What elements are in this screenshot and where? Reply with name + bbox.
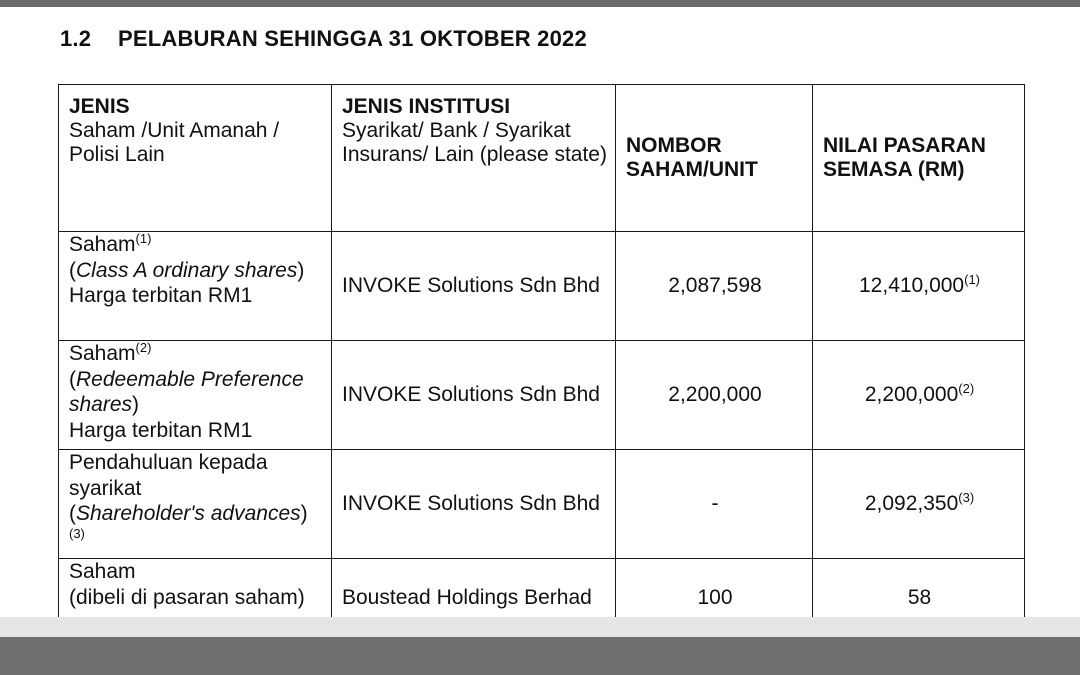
header-nombor-title: NOMBOR SAHAM/UNIT [626, 134, 758, 181]
header-jenis-subtitle: Saham /Unit Amanah / Polisi Lain [69, 119, 280, 166]
nombor-text: 2,087,598 [668, 274, 762, 297]
harga-terbitan: Harga terbitan RM1 [69, 284, 253, 307]
cell-institusi [332, 232, 616, 341]
nilai-text: 2,200,000 [864, 383, 959, 406]
footnote-marker: (1) [964, 272, 980, 287]
footnote-marker: (2) [135, 340, 152, 355]
nombor-text: 100 [697, 586, 733, 609]
header-institusi-subtitle: Syarikat/ Bank / Syarikat Insurans/ Lain (please state) [342, 119, 607, 166]
institusi-text: INVOKE Solutions Sdn Bhd [342, 492, 600, 515]
institusi-text: INVOKE Solutions Sdn Bhd [342, 274, 600, 297]
cell-nombor [616, 450, 813, 559]
jenis-description: Class A ordinary shares [76, 258, 298, 282]
table-row [59, 450, 1025, 559]
institusi-text: Boustead Holdings Berhad [342, 586, 592, 609]
jenis-text: Saham [69, 560, 136, 583]
footnote-marker: (3) [958, 490, 975, 505]
cell-institusi [332, 450, 616, 559]
paren-close: ) [297, 258, 305, 282]
header-jenis [59, 85, 332, 232]
institusi-text: INVOKE Solutions Sdn Bhd [342, 383, 600, 406]
harga-terbitan: Harga terbitan RM1 [69, 418, 253, 442]
header-nilai [813, 85, 1025, 232]
cell-nilai [813, 450, 1025, 559]
cell-institusi [332, 341, 616, 450]
cell-jenis [59, 341, 332, 450]
header-nombor [616, 85, 813, 232]
section-heading [60, 26, 587, 52]
nilai-text: 12,410,000 [859, 274, 965, 297]
cell-nombor [616, 559, 813, 618]
table-row [59, 232, 1025, 341]
nilai-text: 58 [907, 586, 932, 609]
jenis-text: Pendahuluan kepada syarikat [69, 451, 268, 500]
paren-close: ) [300, 502, 308, 525]
header-institusi [332, 85, 616, 232]
cell-nilai [813, 559, 1025, 618]
bottom-edge-bar [0, 637, 1080, 675]
table-header-row [59, 85, 1025, 232]
jenis-text: Saham [69, 233, 136, 256]
cell-institusi [332, 559, 616, 618]
header-institusi-title: JENIS INSTITUSI [342, 95, 511, 118]
nombor-text: 2,200,000 [668, 383, 762, 406]
header-jenis-title: JENIS [69, 95, 130, 118]
jenis-description: Shareholder's advances [76, 502, 301, 525]
cell-nombor [616, 232, 813, 341]
cell-nombor [616, 341, 813, 450]
cell-jenis [59, 559, 332, 618]
table-row [59, 559, 1025, 618]
page-bottom-shadow [0, 617, 1080, 637]
cell-jenis [59, 450, 332, 559]
table-row [59, 341, 1025, 450]
paren-open: ( [69, 258, 76, 282]
footnote-marker: (1) [135, 231, 152, 246]
paren-close: ) [132, 393, 140, 416]
jenis-description: Redeemable Preference shares [69, 367, 304, 416]
footnote-marker: (2) [958, 381, 975, 396]
section-title: PELABURAN SEHINGGA 31 OKTOBER 2022 [118, 26, 587, 51]
investment-table [58, 84, 1025, 617]
paren-open: ( [69, 502, 76, 525]
nilai-text: 2,092,350 [864, 492, 959, 515]
header-nilai-title: NILAI PASARAN SEMASA (RM) [823, 134, 986, 181]
footnote-marker: (3) [69, 525, 85, 541]
jenis-description: (dibeli di pasaran saham) [69, 585, 305, 609]
paren-open: ( [69, 367, 76, 391]
cell-jenis [59, 232, 332, 341]
jenis-text: Saham [69, 342, 136, 365]
section-number: 1.2 [60, 26, 92, 51]
nombor-text: - [711, 492, 719, 515]
cell-nilai [813, 341, 1025, 450]
cell-nilai [813, 232, 1025, 341]
